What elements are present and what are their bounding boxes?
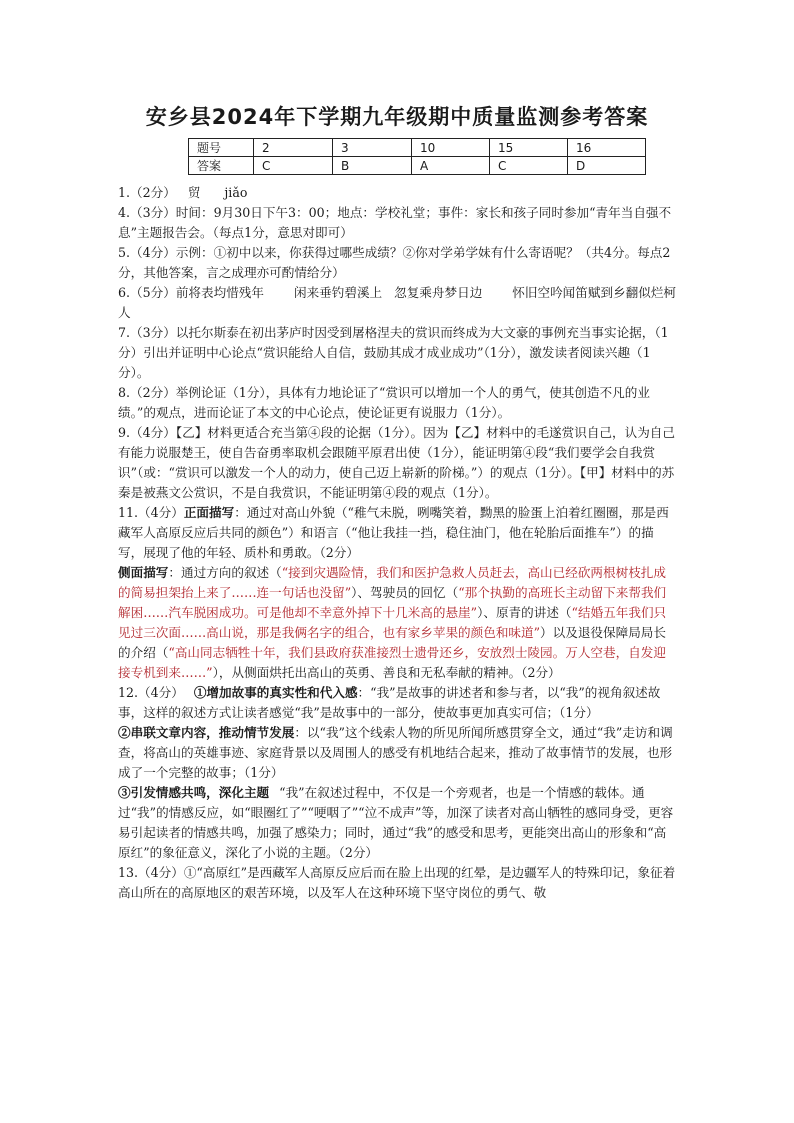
table-cell: D [568, 157, 646, 175]
table-cell: C [254, 157, 333, 175]
q12-point-2-label: ②串联文章内容，推动情节发展 [118, 725, 295, 740]
table-cell: 答案 [189, 157, 254, 175]
q11-quote-2: “那个执勤的高班长主动留下来帮我们解困……汽车脱困成功。可是他却不幸意外掉下十几米高的悬崖” [118, 585, 667, 620]
answer-table-row [189, 157, 646, 175]
answer-q11-direct [118, 503, 678, 563]
q11-side-text: ）以及退役保障局局长的介绍（ [118, 625, 666, 660]
q6-head: 6.（5分） [118, 285, 176, 300]
q11-quote-4: “高山同志牺牲十年，我们县政府获准接烈士遗骨还乡，安放烈士陵园。万人空巷，自发迎接专机到来……” [118, 645, 666, 680]
answer-body [118, 183, 678, 903]
q12-point-1-text: ：“我”是故事的讲述者和参与者，以“我”的视角叙述故事，这样的叙述方式让读者感觉“我”是故事中的一部分，使故事更加真实可信；（1分） [118, 685, 661, 720]
q6-line-4: 怀旧空吟闻笛赋 [512, 285, 601, 300]
answer-q9: 9.（4分）【乙】材料更适合充当第④段的论据（1分）。因为【乙】材料中的毛遂赏识自己，认为自己有能力说服楚王，使自告奋勇率取机会跟随平原君出使（1分），能证明第④段“我们要学会自我赏识”（或：“赏识可以激发一个人的动力，使自己迈上崭新的阶梯。”）的观点（1分）。【甲】材料中的苏秦是被燕文公赏识，不是自我赏识，不能证明第④段的观点（1分）。 [118, 425, 675, 500]
answer-q8: 8.（2分）举例论证（1分），具体有力地论证了“赏识可以增加一个人的勇气，使其创造不凡的业绩。”的观点，进而论证了本文的中心论点，使论证更有说服力（1分）。 [118, 385, 650, 420]
answer-q13: 13.（4分）①“高原红”是西藏军人高原反应后而在脸上出现的红晕，是边疆军人的特殊印记，象征着高山所在的高原地区的艰苦环境，以及军人在这种环境下坚守岗位的勇气、敬 [118, 865, 676, 900]
q12-point-3-label: ③引发情感共鸣，深化主题 [118, 785, 270, 800]
answer-q11-side [118, 563, 678, 683]
page-title: 安乡县2024年下学期九年级期中质量监测参考答案 [145, 105, 649, 129]
q6-line-2: 闲来垂钓碧溪上 [293, 285, 383, 300]
q11-quote-1: “接到灾遇险情，我们和医护急救人员赶去，高山已经砍两根树枝扎成的简易担架抬上来了……连一句话也没留” [118, 565, 666, 600]
q6-line-5: 到乡翻似烂柯人 [118, 285, 676, 320]
table-cell: A [412, 157, 490, 175]
q12-point-2-text: ：以“我”这个线索人物的所见所闻所感贯穿全文，通过“我”走访和调查，将高山的英雄事迹、家庭背景以及周围人的感受有机地结合起来，推动了故事情节的发展，也形成了一个完整的故事；（1分） [118, 725, 673, 780]
q11-side-text: ），从侧面烘托出高山的英勇、善良和无私奉献的精神。（2分） [212, 665, 561, 680]
q11-direct-label: 正面描写 [183, 505, 235, 520]
answer-q4: 4.（3分）时间：9月30日下午3：00；地点：学校礼堂；事件：家长和孩子同时参加“青年当自强不息”主题报告会。（每点1分，意思对即可） [118, 205, 672, 240]
answer-q12-point-1 [118, 683, 678, 723]
answer-q6 [118, 283, 678, 323]
q12-head: 12.（4分） [118, 685, 184, 700]
q1-answer-a: 贸 [187, 185, 201, 200]
table-cell: 16 [568, 139, 646, 157]
table-cell: 2 [254, 139, 333, 157]
answer-q1 [118, 183, 678, 203]
q11-side-text: ）、原青的讲述（ [477, 605, 572, 620]
table-cell: 3 [333, 139, 412, 157]
answer-table [188, 138, 646, 175]
answer-q7: 7.（3分）以托尔斯泰在初出茅庐时因受到屠格涅夫的赏识而终成为大文豪的事例充当事实论据，（1分）引出并证明中心论点“赏识能给人自信，鼓励其成才成业成功”（1分），激发读者阅读兴趣（1分）。 [118, 325, 669, 380]
table-cell: C [490, 157, 568, 175]
table-cell: B [333, 157, 412, 175]
table-cell: 题号 [189, 139, 254, 157]
q6-line-3: 忽复乘舟梦日边 [394, 285, 483, 300]
q1-answer-b: jiǎo [224, 185, 248, 200]
table-cell: 15 [490, 139, 568, 157]
q11-side-text: ：通过方向的叙述（ [168, 565, 282, 580]
answer-q5: 5.（4分）示例：①初中以来，你获得过哪些成绩？②你对学弟学妹有什么寄语呢？（共4分。每点2分，其他答案，言之成理亦可酌情给分） [118, 245, 671, 280]
answer-q12-point-3 [118, 783, 678, 863]
q11-direct-text: ：通过对高山外貌（“稚气未脱，咧嘴笑着，黝黑的脸蛋上泊着红圈圈，那是西藏军人高原反应后共同的颜色”）和语言（“他让我挂一挡，稳住油门，他在轮胎后面推车”）的描写，展现了他的年轻、质朴和勇敢。（2分） [118, 505, 669, 560]
answer-table-row [189, 139, 646, 157]
q11-head: 11.（4分） [118, 505, 184, 520]
table-cell: 10 [412, 139, 490, 157]
q6-line-1: 前将表均惜残年 [175, 285, 264, 300]
q11-quote-3: “结婚五年我们只见过三次面……高山说，那是我俩名字的组合，也有家乡苹果的颜色和味道” [118, 605, 667, 640]
q12-point-1-label: ①增加故事的真实性和代入感 [193, 685, 358, 700]
q1-head: 1.（2分） [118, 185, 176, 200]
q11-side-label: 侧面描写 [118, 565, 169, 580]
q11-side-text: ）、驾驶员的回忆（ [351, 585, 459, 600]
answer-q12-point-2 [118, 723, 678, 783]
q12-point-3-text: “我”在叙述过程中，不仅是一个旁观者，也是一个情感的载体。通过“我”的情感反应，如“眼圈红了”“哽咽了”“泣不成声”等，加深了读者对高山牺牲的感同身受，更容易引起读者的情感共鸣，加强了感染力；同时，通过“我”的感受和思考，更能突出高山的形象和“高原红”的象征意义，深化了小说的主题。（2分） [118, 785, 674, 860]
